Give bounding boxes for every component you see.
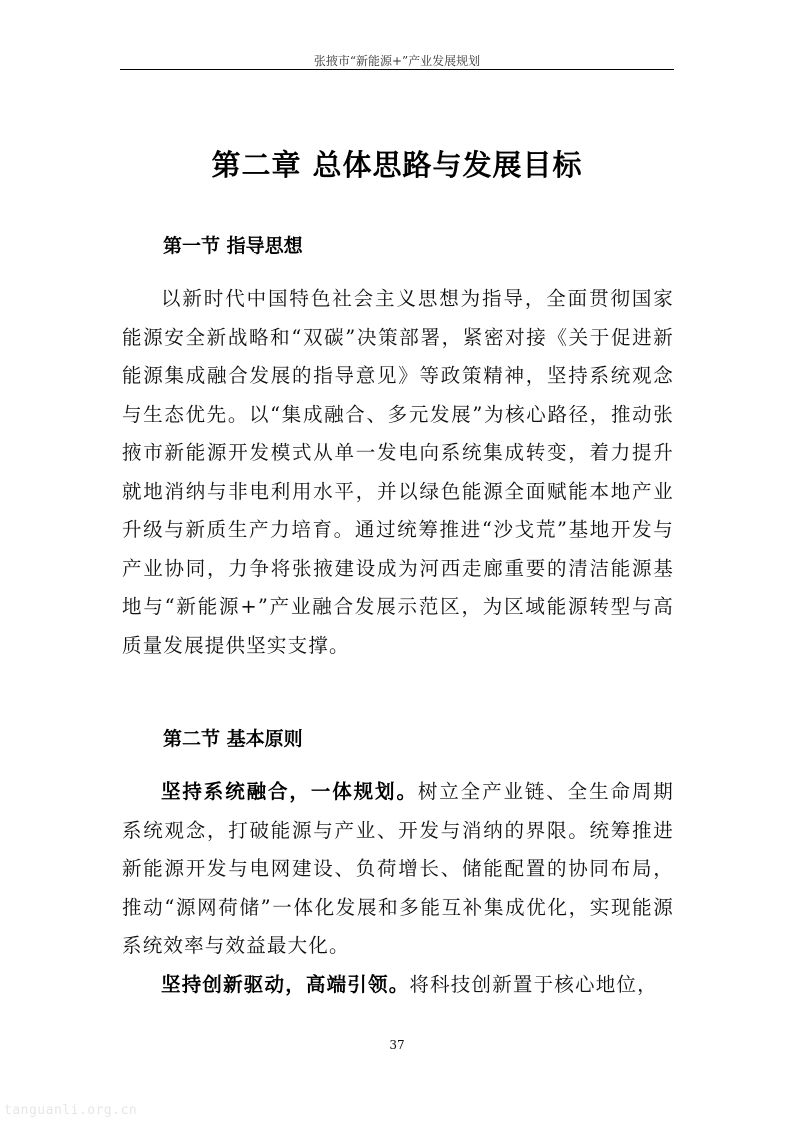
principle-lead: 坚持系统融合，一体规划。	[161, 780, 418, 803]
section-heading-basic-principles: 第二节 基本原则	[163, 728, 303, 750]
chapter-title: 第二章 总体思路与发展目标	[211, 148, 583, 182]
principle-paragraph	[122, 966, 674, 1005]
section-heading-guiding-thought: 第一节 指导思想	[163, 235, 303, 257]
page-number: 37	[389, 1038, 405, 1052]
guiding-thought-paragraph: 以新时代中国特色社会主义思想为指导，全面贯彻国家能源安全新战略和“双碳”决策部署，紧密对接《关于促进新能源集成融合发展的指导意见》等政策精神，坚持系统观念与生态优先。以“集成融合、多元发展”为核心路径，推动张掖市新能源开发模式从单一发电向系统集成转变，着力提升就地消纳与非电利用水平，并以绿色能源全面赋能本地产业升级与新质生产力培育。通过统筹推进“沙戈荒”基地开发与产业协同，力争将张掖建设成为河西走廊重要的清洁能源基地与“新能源+”产业融合发展示范区，为区域能源转型与高质量发展提供坚实支撑。	[122, 287, 674, 657]
principle-paragraph	[122, 773, 674, 966]
principle-text: 将科技创新置于核心地位，	[409, 973, 658, 996]
principle-lead: 坚持创新驱动，高端引领。	[161, 973, 410, 996]
site-watermark: tanguanli.org.cn	[4, 1103, 138, 1118]
running-header: 张掖市“新能源+”产业发展规划	[313, 54, 481, 68]
principle-text: 树立全产业链、全生命周期系统观念，打破能源与产业、开发与消纳的界限。统筹推进新能源开发与电网建设、负荷增长、储能配置的协同布局，推动“源网荷储”一体化发展和多能互补集成优化，实现能源系统效率与效益最大化。	[122, 780, 675, 957]
header-rule	[120, 69, 674, 70]
